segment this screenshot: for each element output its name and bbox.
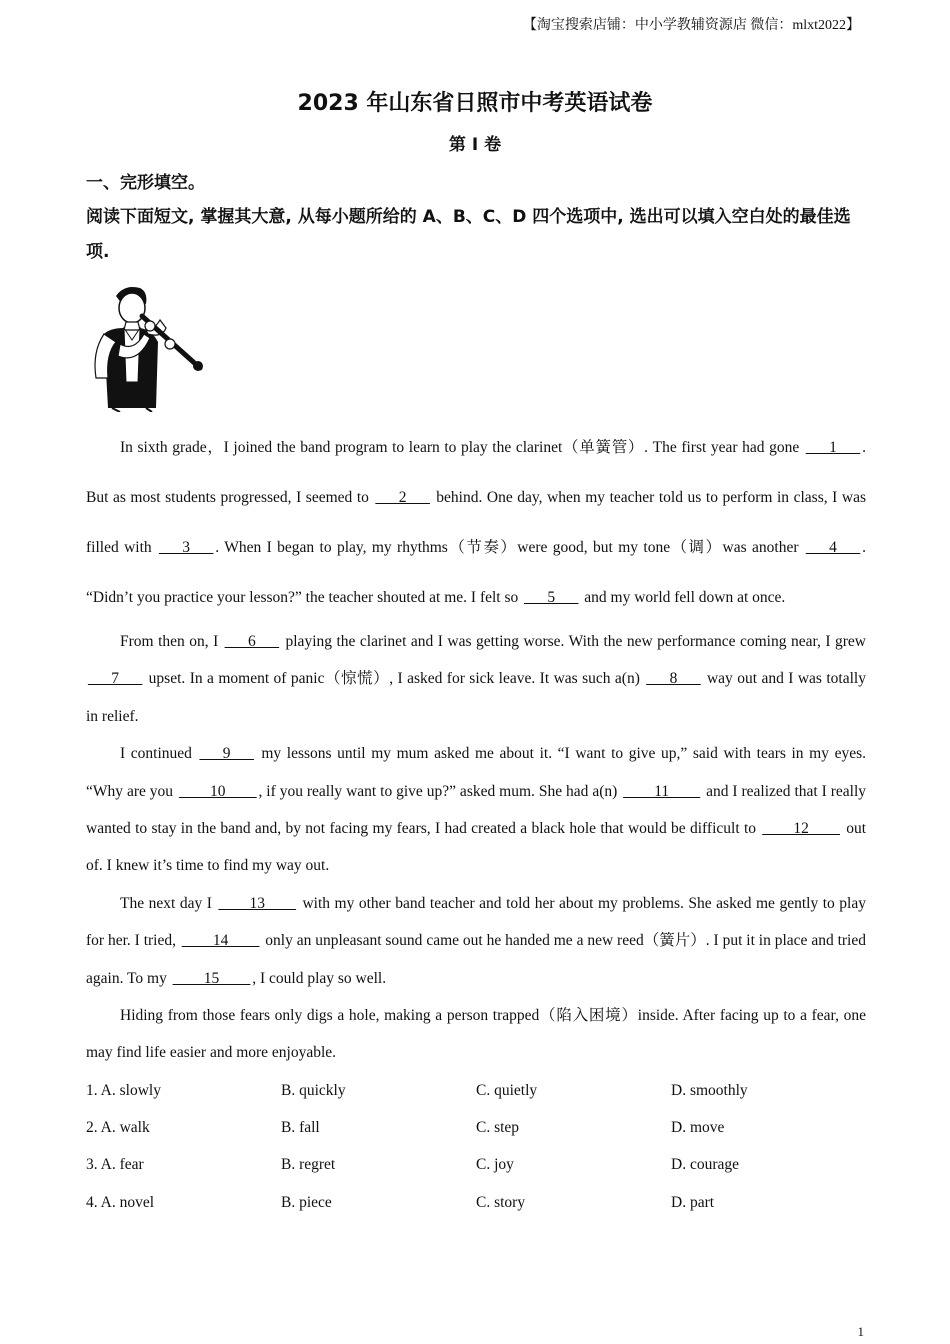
option-text: A. novel xyxy=(100,1193,155,1211)
passage-paragraph xyxy=(86,423,866,623)
question-row xyxy=(86,1147,866,1184)
option-b xyxy=(281,1082,476,1100)
option-b xyxy=(281,1119,476,1137)
option-text: B. fall xyxy=(281,1119,320,1137)
passage-paragraph xyxy=(86,623,866,735)
option-text: D. part xyxy=(671,1193,715,1211)
option-a xyxy=(86,1194,281,1212)
option-d xyxy=(671,1156,866,1174)
passage-text: Hiding from those fears only digs a hole, making a person trapped（陷入困境）inside. After facing up to a fear, one may find life easier and more enjoyable. xyxy=(86,1007,866,1062)
option-c xyxy=(476,1194,671,1212)
passage-paragraph xyxy=(86,735,866,885)
option-a xyxy=(86,1119,281,1137)
cloze-blank: ___2___ xyxy=(375,489,430,506)
option-a xyxy=(86,1156,281,1174)
passage-text: From then on, I xyxy=(120,633,223,650)
passage-text: The next day I xyxy=(120,894,217,912)
cloze-blank: ____12____ xyxy=(762,820,840,838)
option-a xyxy=(86,1082,281,1100)
option-c xyxy=(476,1082,671,1100)
passage-text: I continued xyxy=(120,745,198,763)
passage-text: . But as most students progressed, I seemed to xyxy=(86,439,866,506)
cloze-blank: ____14____ xyxy=(181,932,260,950)
passage-paragraph xyxy=(86,997,866,1072)
clarinet-player-illustration xyxy=(86,282,206,412)
cloze-blank: ___1___ xyxy=(805,439,861,456)
passage-text: my lessons until my mum asked me about it. “I want to give up,” said with tears in my eyes. “Why are you xyxy=(86,745,866,800)
option-text: A. fear xyxy=(100,1156,144,1174)
cloze-blank: ____11____ xyxy=(623,782,701,800)
cloze-blank: ____10____ xyxy=(178,782,257,800)
option-d xyxy=(671,1119,866,1137)
page-subtitle: 第 I 卷 xyxy=(448,135,502,155)
question-number: 4. xyxy=(86,1193,101,1211)
passage-text: way out and I was totally in relief. xyxy=(86,670,866,725)
passage-text: out of. I knew it’s time to find my way out. xyxy=(86,820,866,875)
option-d xyxy=(671,1082,866,1100)
option-b xyxy=(281,1194,476,1212)
question-options xyxy=(86,1072,866,1222)
question-row xyxy=(86,1184,866,1221)
cloze-blank: ____13____ xyxy=(218,894,296,912)
cloze-blank: ___5___ xyxy=(524,589,579,606)
cloze-blank: ___4___ xyxy=(805,539,861,556)
cloze-blank: ___6___ xyxy=(224,633,280,650)
section-title: 一、完形填空。 xyxy=(86,173,205,193)
passage-text: behind. One day, when my teacher told us to perform in class, I was filled with xyxy=(86,489,866,556)
option-text: B. quickly xyxy=(281,1081,346,1099)
cloze-blank: ___3___ xyxy=(159,539,214,556)
passage-text: In sixth grade，I joined the band program to learn to play the clarinet（单簧管）. The first year had gone xyxy=(120,439,804,456)
passage-text: playing the clarinet and I was getting worse. With the new performance coming near, I grew xyxy=(281,633,867,650)
passage-text: . “Didn’t you practice your lesson?” the teacher shouted at me. I felt so xyxy=(86,539,866,606)
cloze-blank: ___8___ xyxy=(646,670,701,688)
question-number: 1. xyxy=(86,1081,101,1099)
question-row xyxy=(86,1072,866,1109)
passage-text: and I realized that I really wanted to stay in the band and, by not facing my fears, I had created a black hole that would be difficult to xyxy=(86,782,866,838)
cloze-blank: ____15____ xyxy=(172,969,251,987)
page-number: 1 xyxy=(857,1324,864,1339)
option-c xyxy=(476,1156,671,1174)
option-text: B. regret xyxy=(281,1156,336,1174)
option-text: A. slowly xyxy=(100,1081,161,1099)
option-b xyxy=(281,1156,476,1174)
question-number: 2. xyxy=(86,1119,101,1137)
option-text: D. move xyxy=(671,1119,725,1137)
cloze-blank: ___9___ xyxy=(199,745,254,763)
passage-text: only an unpleasant sound came out he handed me a new reed（簧片）. I put it in place and tried again. To my xyxy=(86,932,866,987)
passage-text: upset. In a moment of panic（惊慌）, I asked for sick leave. It was such a(n) xyxy=(144,670,645,688)
option-text: B. piece xyxy=(281,1193,332,1211)
passage-text: , I could play so well. xyxy=(252,969,387,987)
passage-paragraph xyxy=(86,885,866,997)
option-c xyxy=(476,1119,671,1137)
option-text: D. courage xyxy=(671,1156,739,1174)
option-d xyxy=(671,1194,866,1212)
cloze-blank: ___7___ xyxy=(88,670,143,688)
passage-text: , if you really want to give up?” asked mum. She had a(n) xyxy=(258,782,622,800)
page-title: 2023 年山东省日照市中考英语试卷 xyxy=(297,91,653,116)
option-text: C. joy xyxy=(476,1156,514,1174)
cloze-passage xyxy=(86,423,866,1072)
option-text: C. step xyxy=(476,1119,520,1137)
header-note: 【淘宝搜索店铺：中小学教辅资源店 微信：mlxt2022】 xyxy=(522,18,860,33)
option-text: C. story xyxy=(476,1193,526,1211)
question-number: 3. xyxy=(86,1156,101,1174)
option-text: D. smoothly xyxy=(671,1081,748,1099)
passage-text: with my other band teacher and told her about my problems. She asked me gently to play for her. I tried, xyxy=(86,894,866,950)
option-text: A. walk xyxy=(100,1119,150,1137)
passage-text: . When I began to play, my rhythms（节奏）were good, but my tone（调）was another xyxy=(215,539,804,556)
passage-text: and my world fell down at once. xyxy=(580,589,786,606)
option-text: C. quietly xyxy=(476,1081,538,1099)
question-row xyxy=(86,1109,866,1146)
section-instruction: 阅读下面短文, 掌握其大意, 从每小题所给的 A、B、C、D 四个选项中, 选出可以填入空白处的最佳选项. xyxy=(86,207,851,262)
